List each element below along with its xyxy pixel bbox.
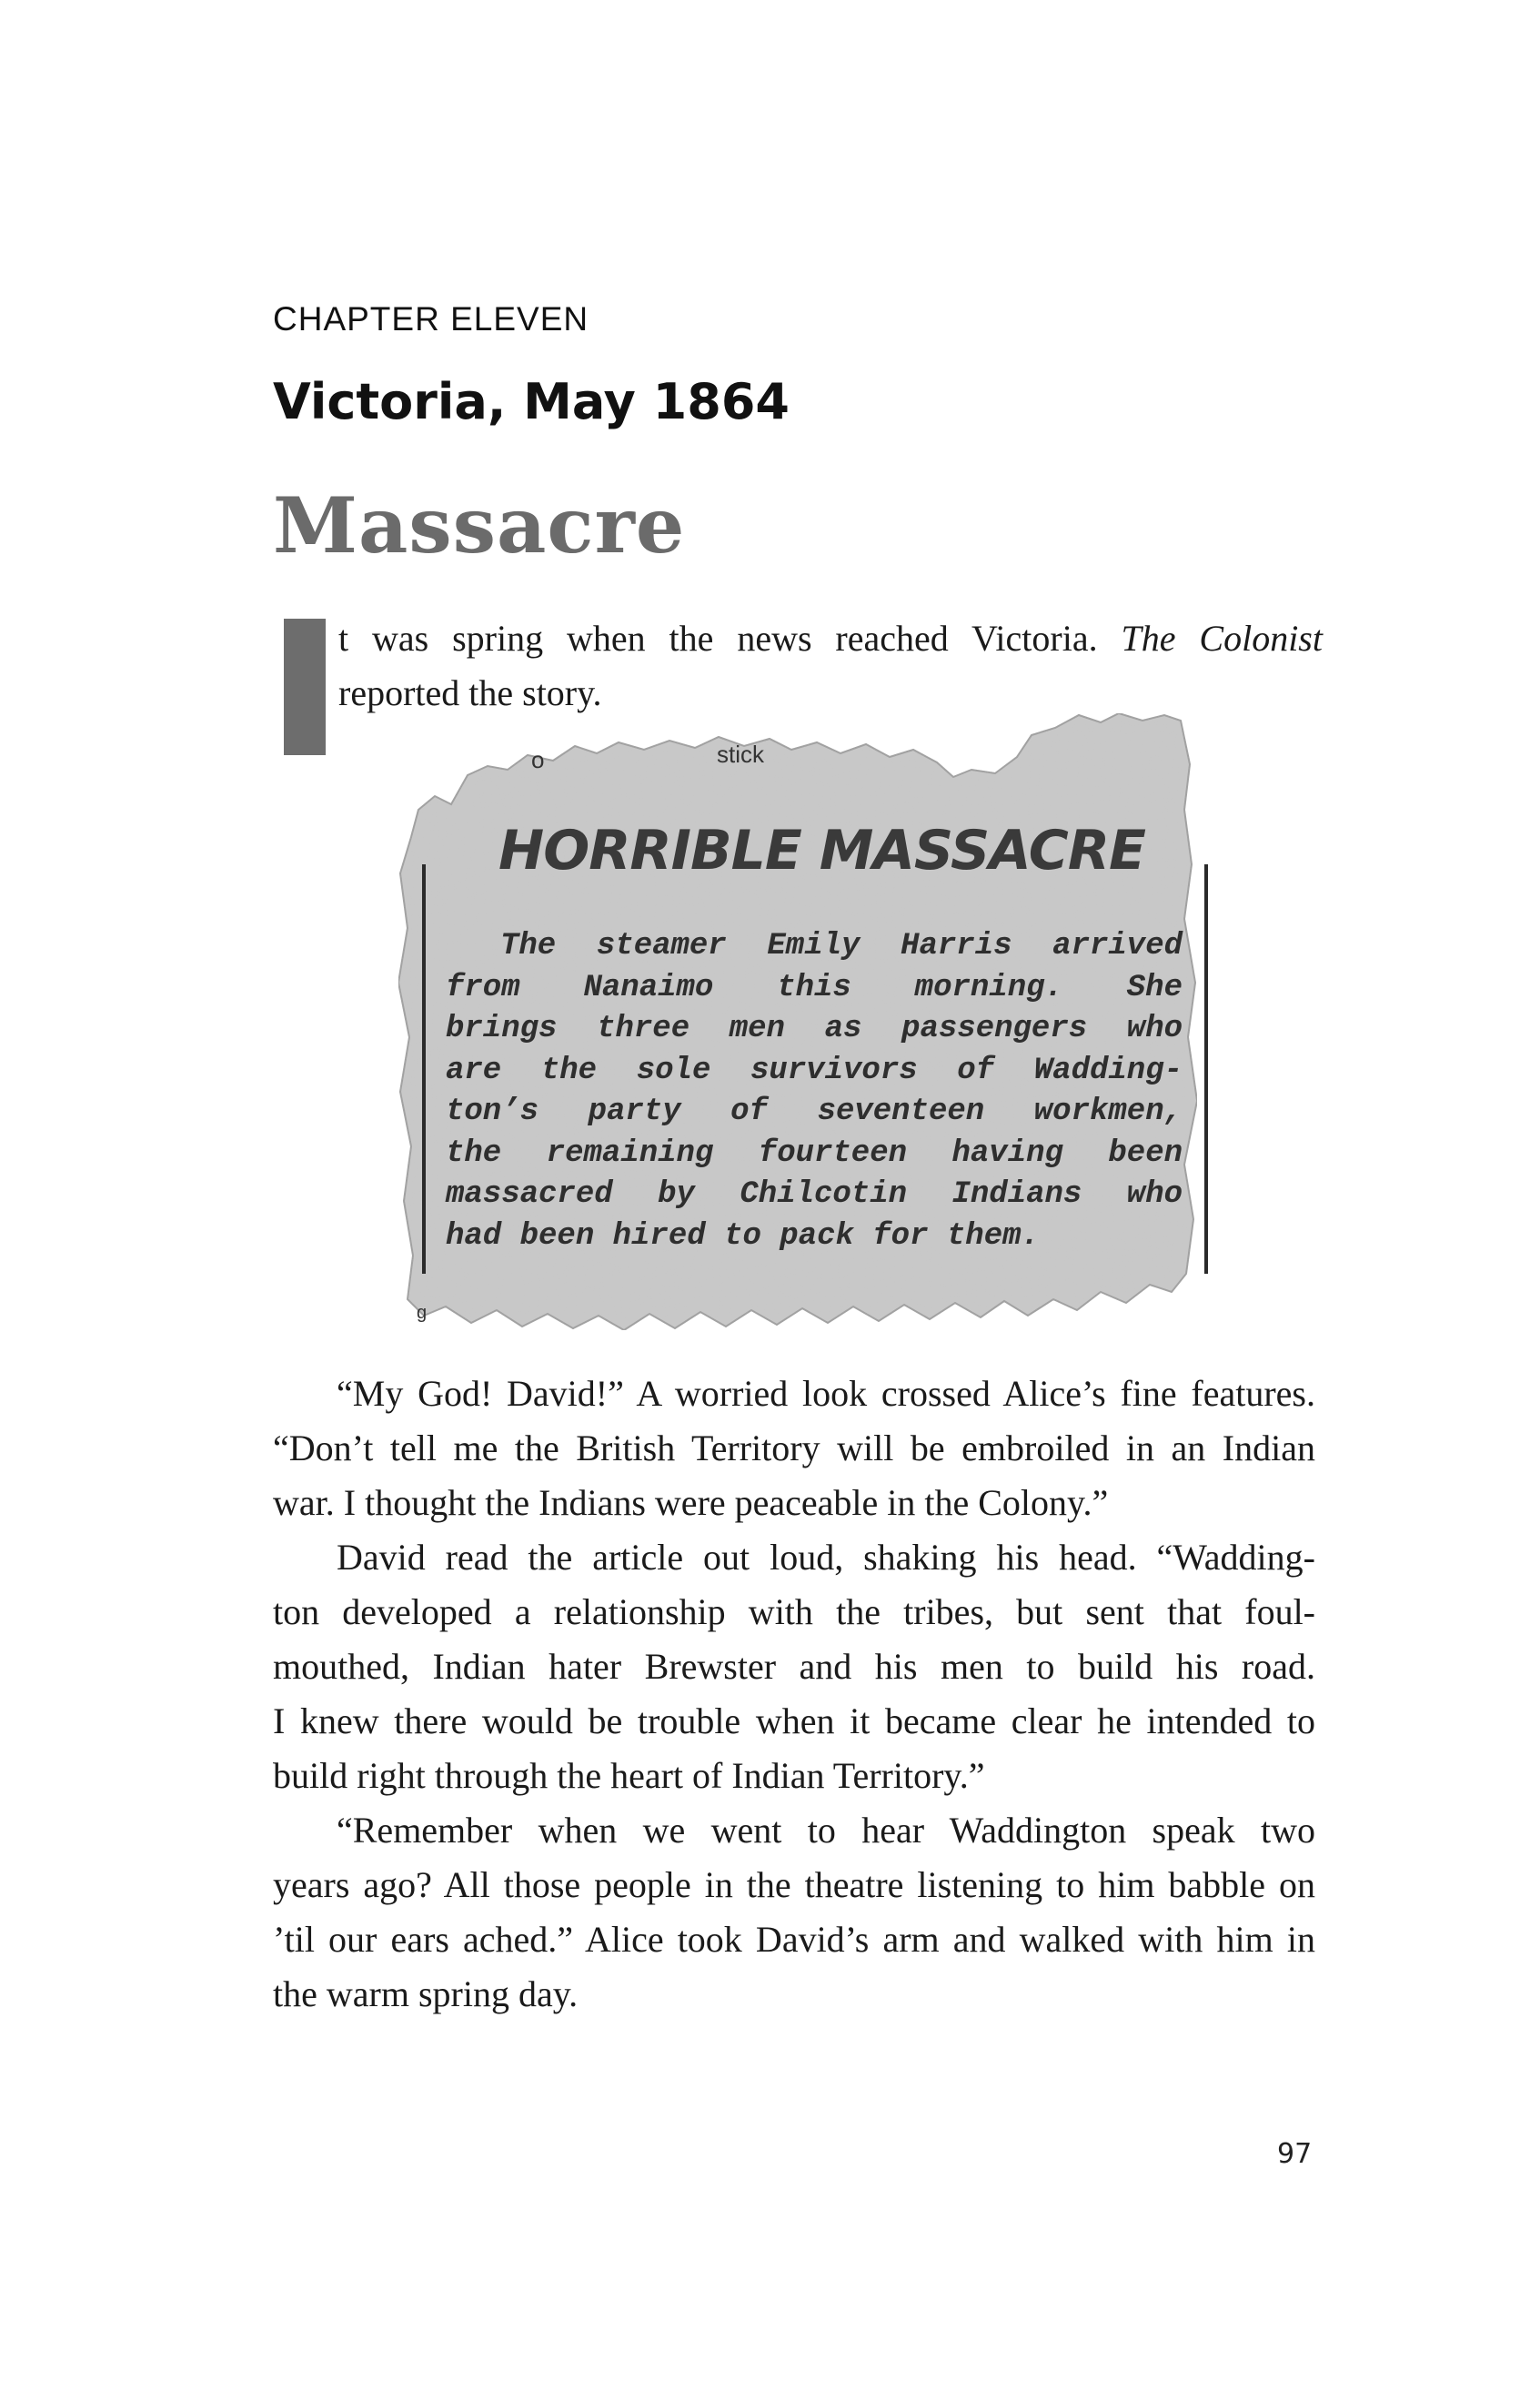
opening-line-1: t was spring when the news reached Victoria. The Colonist xyxy=(338,618,1323,659)
paragraph-line: ton developed a relationship with the tribes, but sent that foul- xyxy=(273,1591,1315,1632)
clipping-line: The steamer Emily Harris arrived xyxy=(500,929,1183,963)
newspaper-clipping xyxy=(380,710,1243,1347)
newspaper-name: The Colonist xyxy=(1121,618,1323,659)
clipping-line: ton’s party of seventeen workmen, xyxy=(446,1095,1183,1129)
clipping-line: from Nanaimo this morning. She xyxy=(446,970,1183,1005)
drop-cap xyxy=(284,619,326,755)
paragraph-line: build right through the heart of Indian Territory.” xyxy=(273,1755,985,1796)
paragraph-3 xyxy=(273,1803,1315,2022)
clipping-body xyxy=(446,926,1183,1257)
paragraph-line: “My God! David!” A worried look crossed Alice’s fine features. xyxy=(337,1373,1315,1414)
clipping-left-rule xyxy=(422,864,426,1274)
paragraph-line: war. I thought the Indians were peaceable in the Colony.” xyxy=(273,1482,1109,1523)
clipping-line: had been hired to pack for them. xyxy=(446,1218,1040,1254)
clipping-headline: HORRIBLE MASSACRE xyxy=(498,819,1146,883)
paragraph-line: ’til our ears ached.” Alice took David’s arm and walked with him in xyxy=(273,1919,1315,1960)
page-number: 97 xyxy=(1277,2138,1313,2170)
clipping-right-rule xyxy=(1204,864,1208,1274)
clipping-line: are the sole survivors of Wadding- xyxy=(446,1053,1183,1088)
paragraph-1 xyxy=(273,1367,1315,1530)
clipping-fragment-right: stick xyxy=(717,741,764,768)
clipping-fragment-bottom: g xyxy=(417,1303,428,1323)
clipping-line: the remaining fourteen having been xyxy=(446,1135,1183,1171)
chapter-label: CHAPTER ELEVEN xyxy=(273,300,589,338)
opening-line-2: reported the story. xyxy=(338,672,602,713)
clipping-line: brings three men as passengers who xyxy=(446,1012,1183,1046)
paragraph-line: I knew there would be trouble when it became clear he intended to xyxy=(273,1700,1315,1741)
paragraph-2 xyxy=(273,1530,1315,1803)
paragraph-line: “Don’t tell me the British Territory will be embroiled in an Indian xyxy=(273,1428,1315,1468)
chapter-title: Massacre xyxy=(273,480,686,570)
clipping-line: massacred by Chilcotin Indians who xyxy=(446,1177,1183,1212)
opening-paragraph xyxy=(338,611,1323,721)
chapter-subtitle: Victoria, May 1864 xyxy=(273,373,790,430)
clipping-fragment-left: o xyxy=(531,746,545,773)
paragraph-line: years ago? All those people in the theatre listening to him babble on xyxy=(273,1864,1315,1905)
paragraph-line: “Remember when we went to hear Waddington speak two xyxy=(337,1810,1315,1851)
paragraph-line: David read the article out loud, shaking his head. “Wadding- xyxy=(337,1537,1315,1578)
paragraph-line: the warm spring day. xyxy=(273,1973,579,2014)
paragraph-line: mouthed, Indian hater Brewster and his men to build his road. xyxy=(273,1646,1315,1687)
